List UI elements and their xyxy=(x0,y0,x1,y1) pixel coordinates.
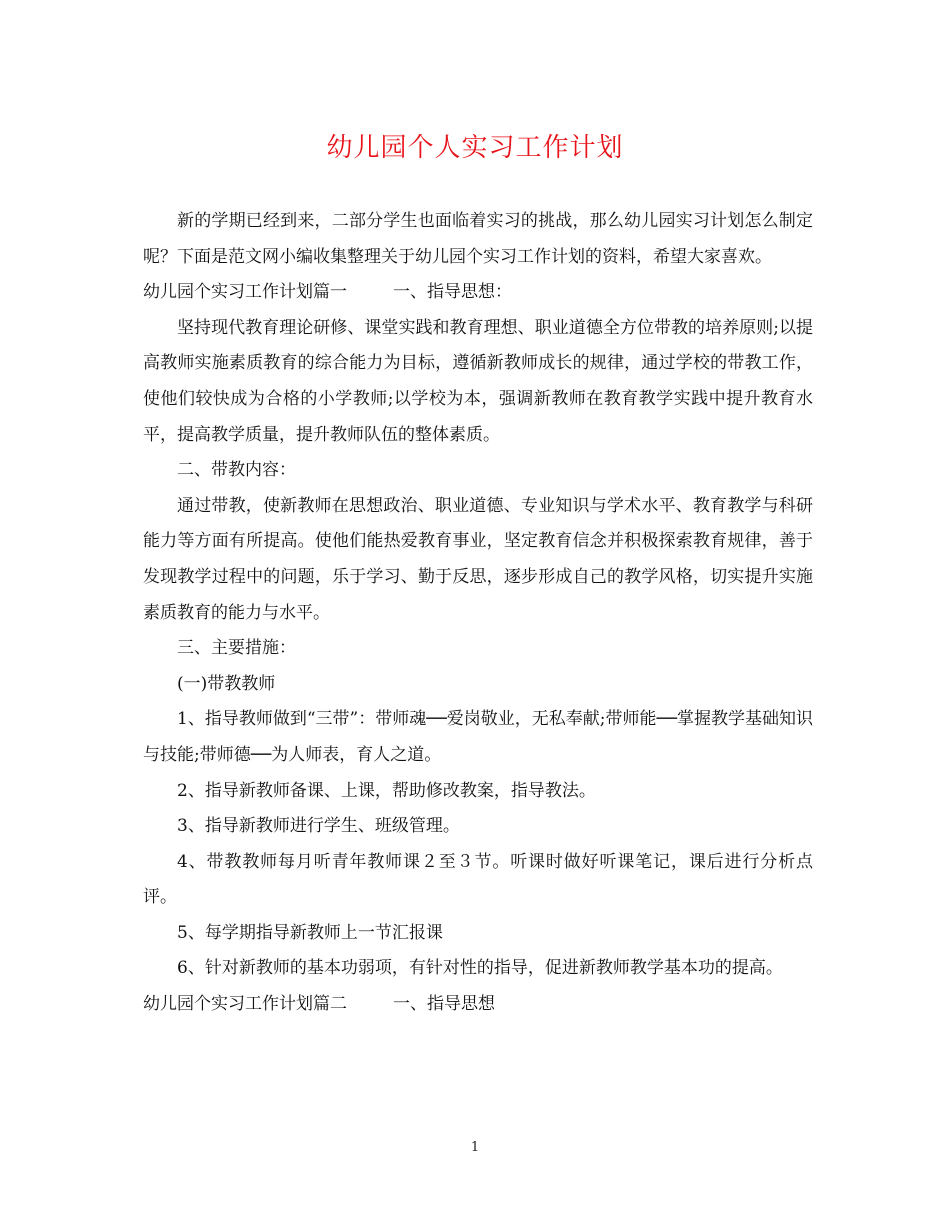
section-heading-2 xyxy=(143,987,813,1023)
section-subtitle: 一、指导思想 xyxy=(393,994,495,1015)
list-item: 5、每学期指导新教师上一节汇报课 xyxy=(177,922,443,943)
section-title: 幼儿园个实习工作计划篇二 xyxy=(143,994,347,1015)
list-item: 2、指导新教师备课、上课，帮助修改教案，指导教法。 xyxy=(177,780,596,801)
page-number: 1 xyxy=(470,1140,480,1155)
document-body xyxy=(143,204,813,1023)
document-title: 幼儿园个人实习工作计划 xyxy=(326,133,624,163)
content-heading: 二、带教内容： xyxy=(177,460,296,481)
mentor-heading: (一)带教教师 xyxy=(177,673,276,694)
intro-paragraph: 新的学期已经到来，二部分学生也面临着实习的挑战，那么幼儿园实习计划怎么制定呢？下面是范文网小编收集整理关于幼儿园个实习工作计划的资料，希望大家喜欢。 xyxy=(143,211,813,267)
section-title: 幼儿园个实习工作计划篇一 xyxy=(143,282,347,303)
list-item: 4、带教教师每月听青年教师课２至３节。听课时做好听课笔记，课后进行分析点评。 xyxy=(143,851,813,908)
list-item: 6、针对新教师的基本功弱项，有针对性的指导，促进新教师教学基本功的提高。 xyxy=(177,958,783,979)
list-item: 1、指导教师做到“三带”：带师魂──爱岗敬业，无私奉献;带师能──掌握教学基础知识与技能;带师德──为人师表，育人之道。 xyxy=(143,709,813,765)
section-heading-1 xyxy=(143,275,813,311)
measures-heading: 三、主要措施： xyxy=(177,638,296,659)
content-paragraph: 通过带教，使新教师在思想政治、职业道德、专业知识与学术水平、教育教学与科研能力等方面有所提高。使他们能热爱教育事业，坚定教育信念并积极探索教育规律，善于发现教学过程中的问题，乐于学习、勤于反思，逐步形成自己的教学风格，切实提升实施素质教育的能力与水平。 xyxy=(143,495,813,623)
section-subtitle: 一、指导思想： xyxy=(393,282,512,303)
guiding-paragraph: 坚持现代教育理论研修、课堂实践和教育理想、职业道德全方位带教的培养原则;以提高教师实施素质教育的综合能力为目标，遵循新教师成长的规律，通过学校的带教工作，使他们较快成为合格的小学教师;以学校为本，强调新教师在教育教学实践中提升教育水平，提高教学质量，提升教师队伍的整体素质。 xyxy=(143,317,813,445)
list-item: 3、指导新教师进行学生、班级管理。 xyxy=(177,816,460,837)
